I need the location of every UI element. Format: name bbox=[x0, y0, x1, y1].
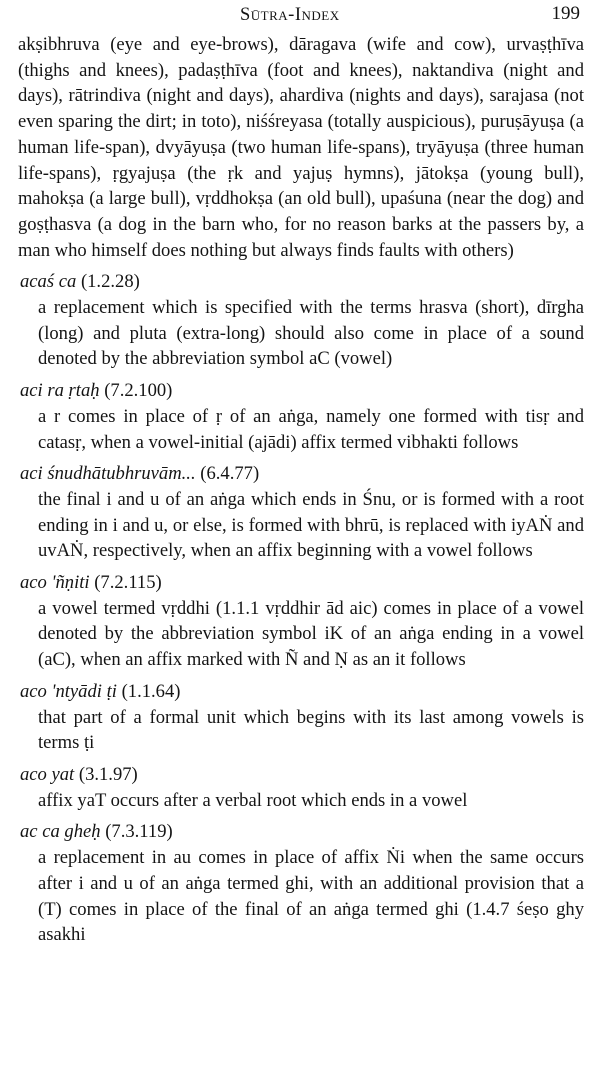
entry-description: a replacement in au comes in place of affix Ṅi when the same occurs after i and u of an aṅga termed ghi, with an additional provision that a (T) comes in place of the final of an aṅga termed ghi (1.4.7 śeṣo ghy asakhi bbox=[38, 847, 584, 946]
entry-heading bbox=[18, 762, 584, 788]
entry-description: the final i and u of an aṅga which ends in Śnu, or is formed with a root ending in i and u, or else, is formed with bhrū, is replaced with iyAṄ and uvAṄ, respectively, when an affix beginning with a vowel follows bbox=[38, 488, 584, 562]
sutra-text: aci śnudhātubhruvām... bbox=[20, 463, 196, 485]
sutra-text: aco yat bbox=[20, 763, 75, 785]
sutra-reference: (3.1.97) bbox=[78, 763, 138, 785]
sutra-entry bbox=[18, 762, 584, 813]
entry-heading bbox=[18, 679, 584, 705]
sutra-entry bbox=[18, 269, 584, 372]
entry-description: affix yaT occurs after a verbal root which ends in a vowel bbox=[38, 789, 468, 811]
sutra-text: ac ca gheḥ bbox=[20, 821, 101, 843]
sutra-reference: (7.2.100) bbox=[104, 380, 173, 402]
entry-heading bbox=[18, 819, 584, 845]
sutra-reference: (6.4.77) bbox=[200, 463, 260, 485]
sutra-reference: (1.2.28) bbox=[80, 271, 140, 293]
entry-description: a vowel termed vṛddhi (1.1.1 vṛddhir ād aic) comes in place of a vowel denoted by the abbreviation symbol iK of an aṅga ending in a vowel (aC), when an affix marked with Ñ and Ṇ as an it follows bbox=[38, 597, 584, 671]
page-header bbox=[18, 0, 584, 32]
sutra-text: aci ra ṛtaḥ bbox=[20, 380, 100, 402]
sutra-entry bbox=[18, 679, 584, 756]
sutra-text: aco 'ntyādi ṭi bbox=[20, 680, 117, 702]
sutra-entry bbox=[18, 819, 584, 948]
sutra-reference: (7.2.115) bbox=[94, 572, 162, 594]
sutra-entry bbox=[18, 461, 584, 564]
sutra-text: aco 'ñṇiti bbox=[20, 572, 90, 594]
entry-heading bbox=[18, 461, 584, 487]
sutra-reference: (1.1.64) bbox=[121, 680, 181, 702]
sutra-text: acaś ca bbox=[20, 271, 77, 293]
entry-heading bbox=[18, 378, 584, 404]
running-title: Sūtra-Index bbox=[240, 5, 340, 25]
intro-paragraph: akṣibhruva (eye and eye-brows), dāragava (wife and cow), urvaṣṭhīva (thighs and knees), padaṣṭhīva (foot and knees), naktandiva (night and days), rātrindiva (night and days), ahardiva (nights and days), sarajasa (not even sparing the dirt; in toto), niśśreyasa (totally auspicious), puruṣāyuṣa (a human life-span), dvyāyuṣa (two human life-spans), tryāyuṣa (three human life-spans), ṛgyajuṣa (the ṛk and yajuṣ hymns), jātokṣa (young bull), mahokṣa (a large bull), vṛddhokṣa (an old bull), upaśuna (near the dog) and goṣṭhasva (a dog in the barn who, for no reason barks at the passers by, a man who himself does nothing but always finds faults with others) bbox=[18, 34, 584, 261]
sutra-entry bbox=[18, 570, 584, 673]
sutra-entry bbox=[18, 378, 584, 455]
sutra-reference: (7.3.119) bbox=[105, 821, 173, 843]
entry-description: a replacement which is specified with the terms hrasva (short), dīrgha (long) and pluta (extra-long) should also come in place of a sound denoted by the abbreviation symbol aC (vowel) bbox=[38, 297, 584, 370]
entry-heading bbox=[18, 269, 584, 295]
entry-description: that part of a formal unit which begins with its last among vowels is terms ṭi bbox=[38, 706, 584, 754]
entry-description: a r comes in place of ṛ of an aṅga, namely one formed with tisṛ and catasṛ, when a vowel-initial (ajādi) affix termed vibhakti follows bbox=[38, 405, 584, 453]
entry-heading bbox=[18, 570, 584, 596]
page-number: 199 bbox=[551, 3, 580, 24]
sutra-index-content bbox=[18, 32, 584, 948]
